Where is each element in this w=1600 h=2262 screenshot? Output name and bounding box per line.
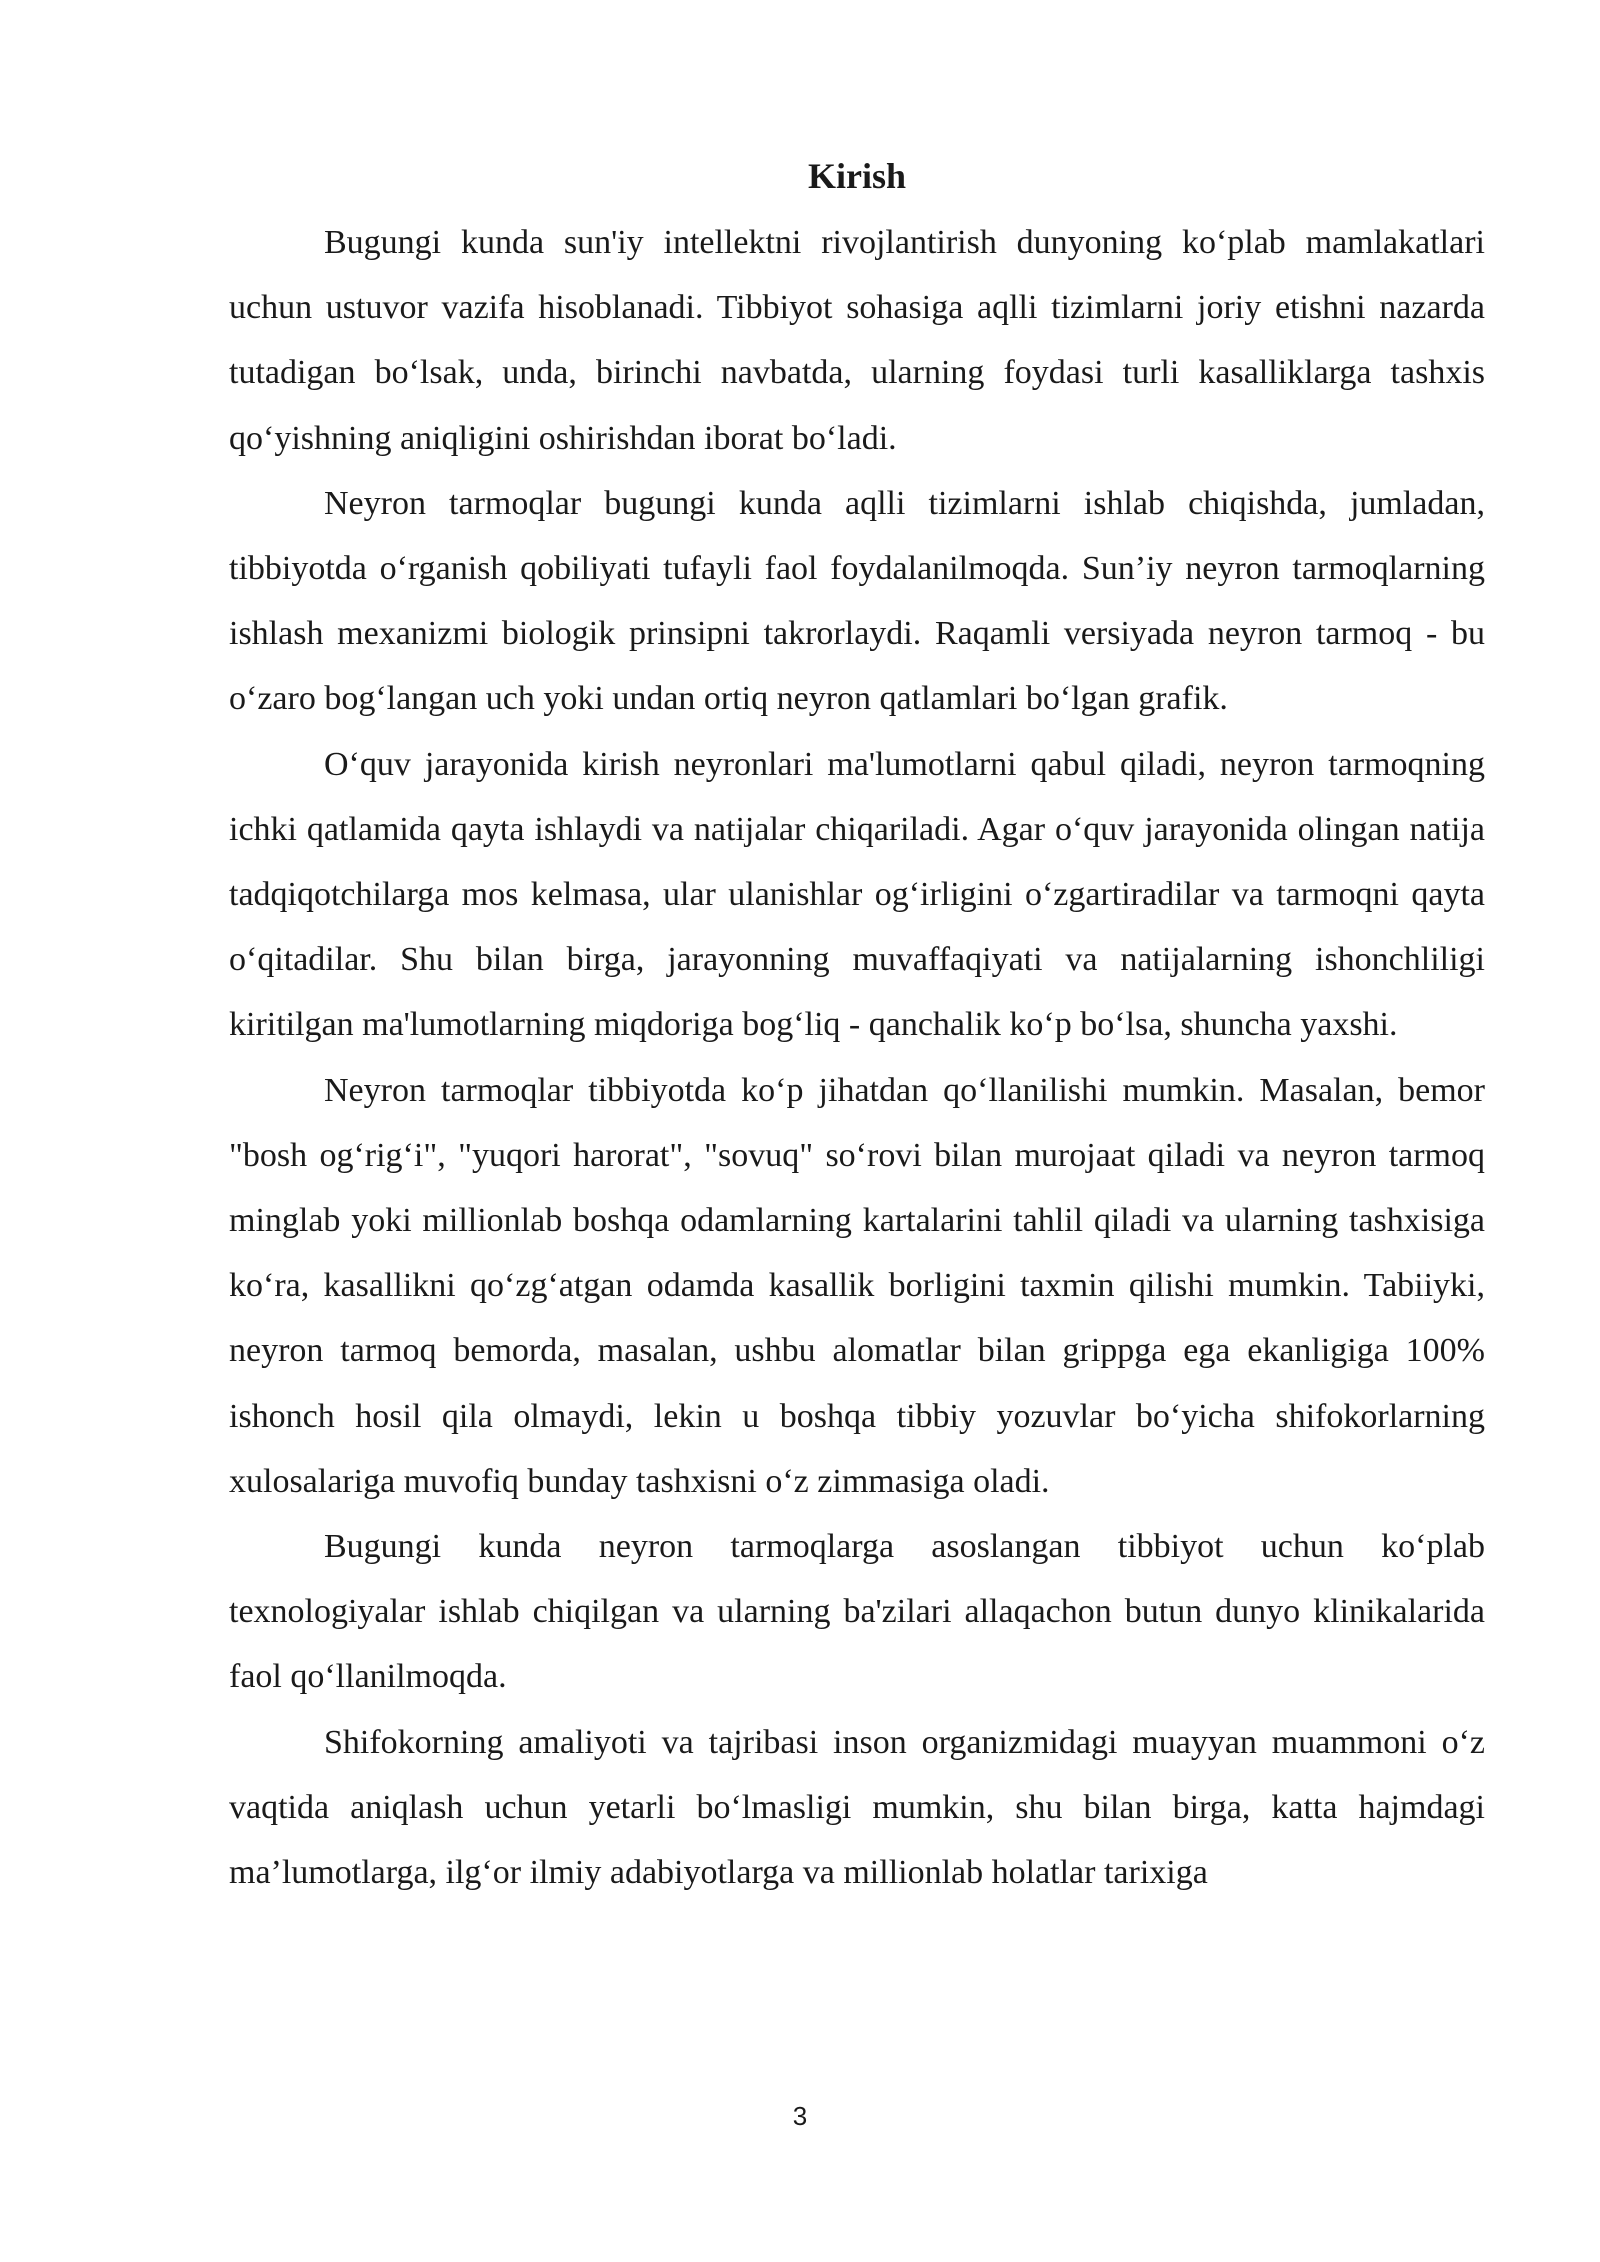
- paragraph-6: Shifokorning amaliyoti va tajribasi inson organizmidagi muayyan muammoni o‘z vaqtida aniqlash uchun yetarli bo‘lmasligi mumkin, shu bilan birga, katta hajmdagi ma’lumotlarga, ilg‘or ilmiy adabiyotlarga va millionlab holatlar tarixiga: [229, 1723, 1485, 1892]
- page-content: [229, 148, 1485, 1905]
- paragraph-1: Bugungi kunda sun'iy intellektni rivojlantirish dunyoning ko‘plab mamlakatlari uchun ustuvor vazifa hisoblanadi. Tibbiyot sohasiga aqlli tizimlarni joriy etishni nazarda tutadigan bo‘lsak, unda, birinchi navbatda, ularning foydasi turli kasalliklarga tashxis qo‘yishning aniqligini oshirishdan iborat bo‘ladi.: [229, 224, 1485, 457]
- paragraph-2: Neyron tarmoqlar bugungi kunda aqlli tizimlarni ishlab chiqishda, jumladan, tibbiyotda o‘rganish qobiliyati tufayli faol foydalanilmoqda. Sun’iy neyron tarmoqlarning ishlash mexanizmi biologik prinsipni takrorlaydi. Raqamli versiyada neyron tarmoq - bu o‘zaro bog‘langan uch yoki undan ortiq neyron qatlamlari bo‘lgan grafik.: [229, 484, 1485, 718]
- paragraph-4: Neyron tarmoqlar tibbiyotda ko‘p jihatdan qo‘llanilishi mumkin. Masalan, bemor "bosh og‘rig‘i", "yuqori harorat", "sovuq" so‘rovi bilan murojaat qiladi va neyron tarmoq minglab yoki millionlab boshqa odamlarning kartalarini tahlil qiladi va ularning tashxisiga ko‘ra, kasallikni qo‘zg‘atgan odamda kasallik borligini taxmin qilishi mumkin. Tabiiyki, neyron tarmoq bemorda, masalan, ushbu alomatlar bilan grippga ega ekanligiga 100% ishonch hosil qila olmaydi, lekin u boshqa tibbiy yozuvlar bo‘yicha shifokorlarning xulosalariga muvofiq bunday tashxisni o‘z zimmasiga oladi.: [229, 1071, 1485, 1500]
- section-title: Kirish: [807, 156, 906, 196]
- paragraph-3: O‘quv jarayonida kirish neyronlari ma'lumotlarni qabul qiladi, neyron tarmoqning ichki qatlamida qayta ishlaydi va natijalar chiqariladi. Agar o‘quv jarayonida olingan natija tadqiqotchilarga mos kelmasa, ular ulanishlar og‘irligini o‘zgartiradilar va tarmoqni qayta o‘qitadilar. Shu bilan birga, jarayonning muvaffaqiyati va natijalarning ishonchliligi kiritilgan ma'lumotlarning miqdoriga bog‘liq - qanchalik ko‘p bo‘lsa, shuncha yaxshi.: [229, 745, 1485, 1044]
- page-number: 3: [792, 2101, 808, 2131]
- paragraph-5: Bugungi kunda neyron tarmoqlarga asoslangan tibbiyot uchun ko‘plab texnologiyalar ishlab chiqilgan va ularning ba'zilari allaqachon butun dunyo klinikalarida faol qo‘llanilmoqda.: [229, 1528, 1485, 1696]
